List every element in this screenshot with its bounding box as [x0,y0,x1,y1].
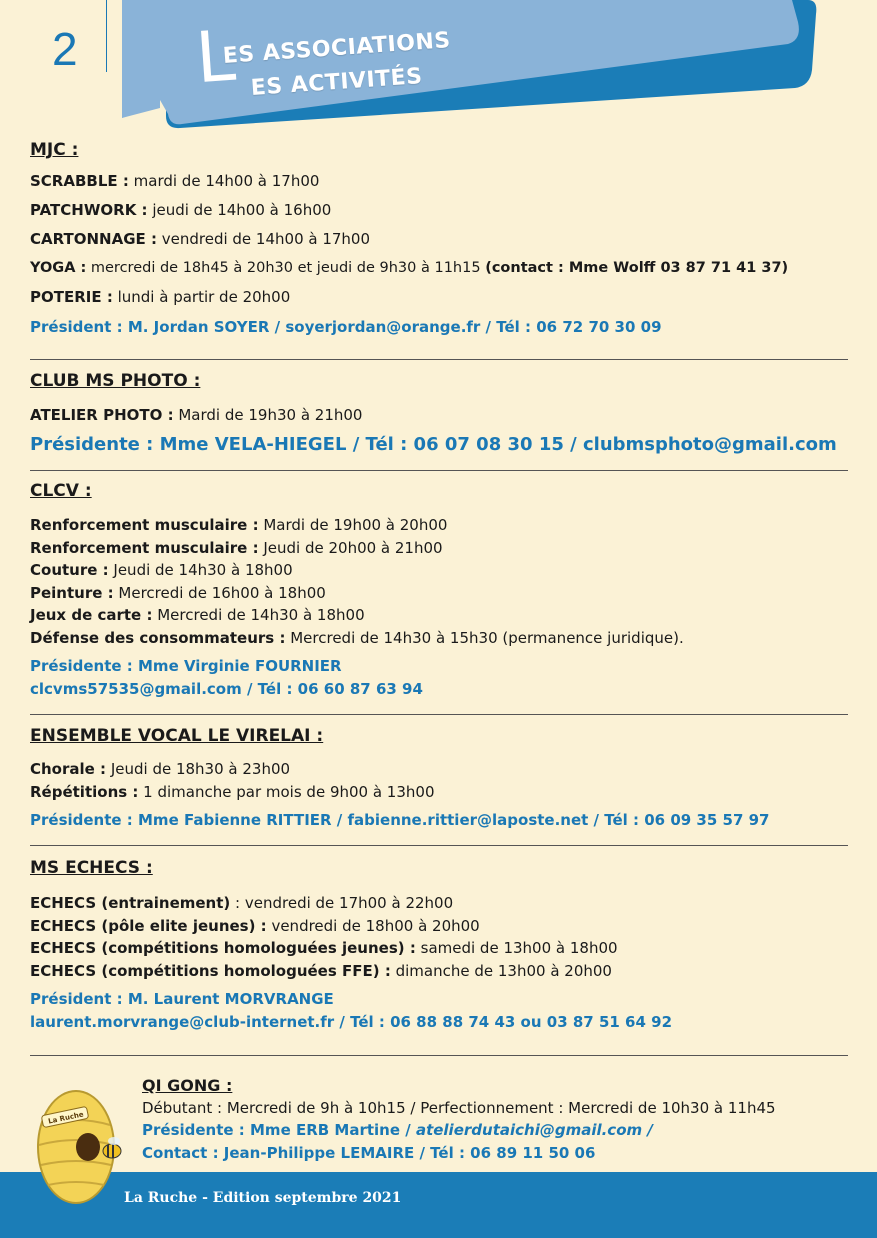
section-divider [30,845,848,846]
activity-row [30,582,848,605]
activity-schedule: samedi de 13h00 à 18h00 [415,939,618,957]
qigong-schedule: Débutant : Mercredi de 9h à 10h15 / Perfectionnement : Mercredi de 10h30 à 11h45 [142,1099,776,1117]
president-name: Président : M. Laurent MORVRANGE [30,990,334,1008]
president-contact: Présidente : Mme VELA-HIEGEL / Tél : 06 07 08 30 15 / clubmsphoto@gmail.com [30,434,837,455]
activity-schedule: Jeudi de 18h30 à 23h00 [106,760,291,778]
activity-label: ECHECS (entrainement) [30,894,231,912]
activity-schedule: Mercredi de 16h00 à 18h00 [113,583,326,602]
activity-schedule: mercredi de 18h45 à 20h30 et jeudi de 9h30 à 11h15 [86,260,486,276]
activity-label: ECHECS (pôle elite jeunes) : [30,916,267,935]
activity-label: Défense des consommateurs : [30,628,286,647]
banner-shape [0,0,877,140]
section-qigong [142,1075,852,1165]
section-club-photo [30,369,848,463]
activity-schedule: Jeudi de 14h30 à 18h00 [108,561,293,579]
president-name: Présidente : Mme ERB Martine / [142,1121,416,1139]
activity-row [30,283,848,312]
activity-row [30,403,848,427]
section-banner [0,0,877,140]
activity-label: YOGA : [30,260,87,276]
activity-schedule: jeudi de 14h00 à 16h00 [147,201,332,219]
activity-schedule: Mercredi de 14h30 à 18h00 [152,606,365,624]
footer-edition: La Ruche - Edition septembre 2021 [124,1190,402,1206]
activity-row [30,196,848,225]
activity-row [30,627,848,650]
activity-label: ATELIER PHOTO : [30,406,174,424]
activity-row [30,537,848,560]
activity-row [30,514,848,537]
activity-label: Couture : [30,561,109,579]
activity-label: Jeux de carte : [30,606,153,624]
activity-label: ECHECS (compétitions homologuées FFE) : [30,961,391,980]
activity-schedule: vendredi de 18h00 à 20h00 [266,916,480,935]
section-title: CLUB MS PHOTO : [30,371,201,391]
section-echecs [30,856,848,1034]
page-number: 2 [52,23,78,75]
section-clcv [30,479,848,701]
activity-row [30,892,848,915]
activity-schedule: 1 dimanche par mois de 9h00 à 13h00 [138,782,435,801]
section-virelai [30,724,848,832]
activity-label: CARTONNAGE : [30,230,157,248]
activity-row [30,559,848,582]
president-contact [142,1119,852,1142]
activity-schedule: lundi à partir de 20h00 [112,288,291,306]
section-mjc [30,138,848,342]
beehive-logo-text: La Ruche [47,1110,85,1126]
activity-label: Renforcement musculaire : [30,538,259,557]
activity-label: POTERIE : [30,288,113,306]
activity-row [30,915,848,938]
section-title: MS ECHECS : [30,858,153,878]
activity-label: Répétitions : [30,782,139,801]
activity-label: Renforcement musculaire : [30,516,259,534]
activity-row [30,604,848,627]
section-divider [30,359,848,360]
activity-schedule: Mardi de 19h00 à 20h00 [258,516,448,534]
activity-schedule: Jeudi de 20h00 à 21h00 [258,538,443,557]
activity-label: ECHECS (compétitions homologuées jeunes) : [30,939,416,957]
president-contact: clcvms57535@gmail.com / Tél : 06 60 87 63 94 [30,680,423,698]
section-title: ENSEMBLE VOCAL LE VIRELAI : [30,726,324,746]
president-contact: Présidente : Mme Fabienne RITTIER / fabienne.rittier@laposte.net / Tél : 06 09 35 57 97 [30,811,770,829]
president-contact: Président : M. Jordan SOYER / soyerjordan@orange.fr / Tél : 06 72 70 30 09 [30,318,662,336]
section-title: QI GONG : [142,1076,233,1095]
activity-label: Chorale : [30,760,107,778]
banner-title-line-1: ES ASSOCIATIONS [222,28,452,69]
section-divider [30,470,848,471]
activity-row [30,781,848,804]
activity-schedule: Mardi de 19h30 à 21h00 [173,406,363,424]
activity-row [30,254,848,283]
activity-label: PATCHWORK : [30,201,148,219]
activity-label: SCRABBLE : [30,172,129,190]
activity-label: Peinture : [30,583,114,602]
activity-row [30,167,848,196]
section-title: CLCV : [30,481,92,501]
secondary-contact: Contact : Jean-Philippe LEMAIRE / Tél : 06 89 11 50 06 [142,1144,596,1162]
section-divider [30,714,848,715]
activity-schedule: Mercredi de 14h30 à 15h30 (permanence juridique). [285,628,684,647]
yoga-contact: (contact : Mme Wolff 03 87 71 41 37) [485,260,789,276]
activity-row [30,758,848,781]
activity-schedule: mardi de 14h00 à 17h00 [128,172,320,190]
activity-schedule: : vendredi de 17h00 à 22h00 [230,894,454,912]
banner-initial: L [193,14,238,100]
section-title: MJC : [30,140,79,160]
president-contact: laurent.morvrange@club-internet.fr / Tél : 06 88 88 74 43 ou 03 87 51 64 92 [30,1013,673,1031]
activity-row [30,225,848,254]
activity-schedule: dimanche de 13h00 à 20h00 [390,961,612,980]
president-email: atelierdutaichi@gmail.com / [415,1121,653,1139]
beehive-logo [28,1085,128,1210]
associations-list [30,138,848,1056]
section-divider [30,1055,848,1056]
activity-row [30,960,848,983]
president-name: Présidente : Mme Virginie FOURNIER [30,657,342,675]
banner-title-line-2: ES ACTIVITÉS [250,64,424,101]
activity-schedule: vendredi de 14h00 à 17h00 [156,230,371,248]
activity-row [30,937,848,960]
